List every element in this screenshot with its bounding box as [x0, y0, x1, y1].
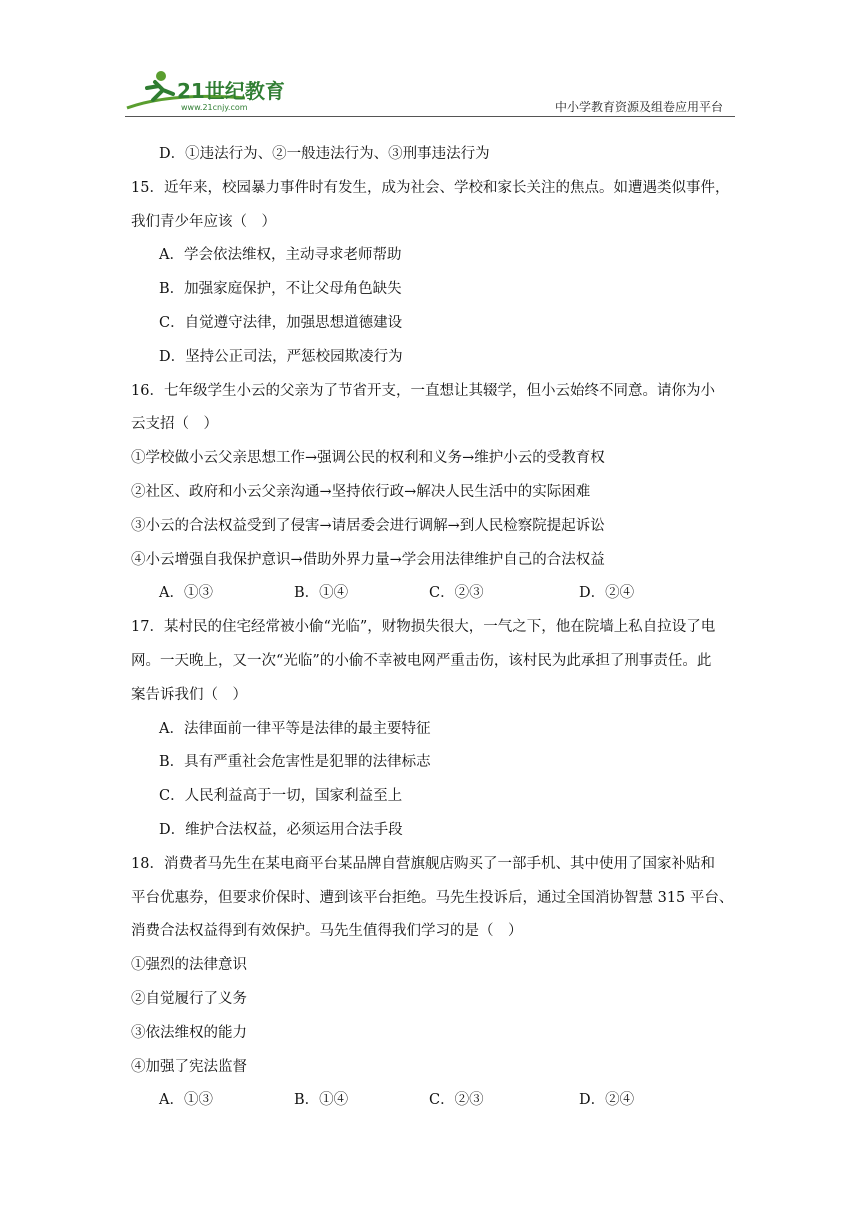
runner-head-icon	[156, 71, 166, 81]
q18-choice-a: A．①③	[159, 1092, 213, 1109]
q18-choices	[131, 1084, 731, 1118]
q15-option-a: A．学会依法维权，主动寻求老师帮助	[159, 247, 402, 264]
q18-item-1: ①强烈的法律意识	[131, 957, 247, 974]
q17-stem-1: 17．某村民的住宅经常被小偷“光临”，财物损失很大，一气之下，他在院墙上私自拉设了电	[131, 619, 716, 636]
logo-url: www.21cnjy.com	[181, 103, 248, 112]
q16-choice-d: D．②④	[579, 585, 635, 602]
q16-choices	[131, 577, 731, 611]
q14-option-d: D．①违法行为、②一般违法行为、③刑事违法行为	[159, 146, 490, 162]
q16-item-2: ②社区、政府和小云父亲沟通→坚持依行政→解决人民生活中的实际困难	[131, 483, 591, 500]
q18-choice-b: B．①④	[294, 1092, 349, 1109]
21cnjy-logo	[125, 68, 295, 114]
q16-stem-2: 云支招（ ）	[131, 416, 218, 433]
q18-stem-3: 消费合法权益得到有效保护。马先生值得我们学习的是（ ）	[131, 923, 523, 940]
q18-choice-d: D．②④	[579, 1092, 635, 1109]
q18-stem-1: 18．消费者马先生在某电商平台某品牌自营旗舰店购买了一部手机、其中使用了国家补贴和	[131, 855, 715, 872]
q15-option-c: C．自觉遵守法律，加强思想道德建设	[159, 314, 403, 331]
q17-option-d: D．维护合法权益，必须运用合法手段	[159, 821, 403, 838]
q16-choice-a: A．①③	[159, 585, 213, 602]
question-content	[131, 138, 734, 1118]
platform-name: 中小学教育资源及组卷应用平台	[554, 100, 723, 114]
q15-stem-1: 15．近年来，校园暴力事件时有发生，成为社会、学校和家长关注的焦点。如遭遇类似事件，	[131, 179, 730, 196]
q17-option-c: C．人民利益高于一切，国家利益至上	[159, 788, 403, 805]
q16-choice-b: B．①④	[294, 585, 349, 602]
q18-stem-2: 平台优惠券，但要求价保时、遭到该平台拒绝。马先生投诉后，通过全国消协智慧 315 平台、	[131, 889, 734, 906]
q16-item-3: ③小云的合法权益受到了侵害→请居委会进行调解→到人民检察院提起诉讼	[131, 517, 605, 534]
q18-item-2: ②自觉履行了义务	[131, 990, 247, 1007]
q18-choice-c: C．②③	[429, 1092, 484, 1109]
q15-stem-2: 我们青少年应该（ ）	[131, 213, 276, 230]
q15-option-d: D．坚持公正司法，严惩校园欺凌行为	[159, 348, 403, 365]
q18-item-4: ④加强了宪法监督	[131, 1058, 247, 1075]
q17-option-a: A．法律面前一律平等是法律的最主要特征	[159, 720, 431, 737]
q17-option-b: B．具有严重社会危害性是犯罪的法律标志	[159, 754, 431, 771]
q17-stem-3: 案告诉我们（ ）	[131, 686, 247, 703]
header-divider	[125, 116, 735, 117]
q17-stem-2: 网。一天晚上，又一次“光临”的小偷不幸被电网严重击伤，该村民为此承担了刑事责任。此	[131, 652, 712, 669]
q18-item-3: ③依法维权的能力	[131, 1024, 247, 1041]
q16-stem-1: 16．七年级学生小云的父亲为了节省开支，一直想让其辍学，但小云始终不同意。请你为小	[131, 382, 715, 399]
q16-item-4: ④小云增强自我保护意识→借助外界力量→学会用法律维护自己的合法权益	[131, 551, 605, 568]
q16-item-1: ①学校做小云父亲思想工作→强调公民的权利和义务→维护小云的受教育权	[131, 450, 605, 467]
q15-option-b: B．加强家庭保护，不让父母角色缺失	[159, 281, 402, 298]
logo-text: 21世纪教育	[177, 79, 285, 103]
page-header	[125, 68, 735, 118]
q16-choice-c: C．②③	[429, 585, 484, 602]
